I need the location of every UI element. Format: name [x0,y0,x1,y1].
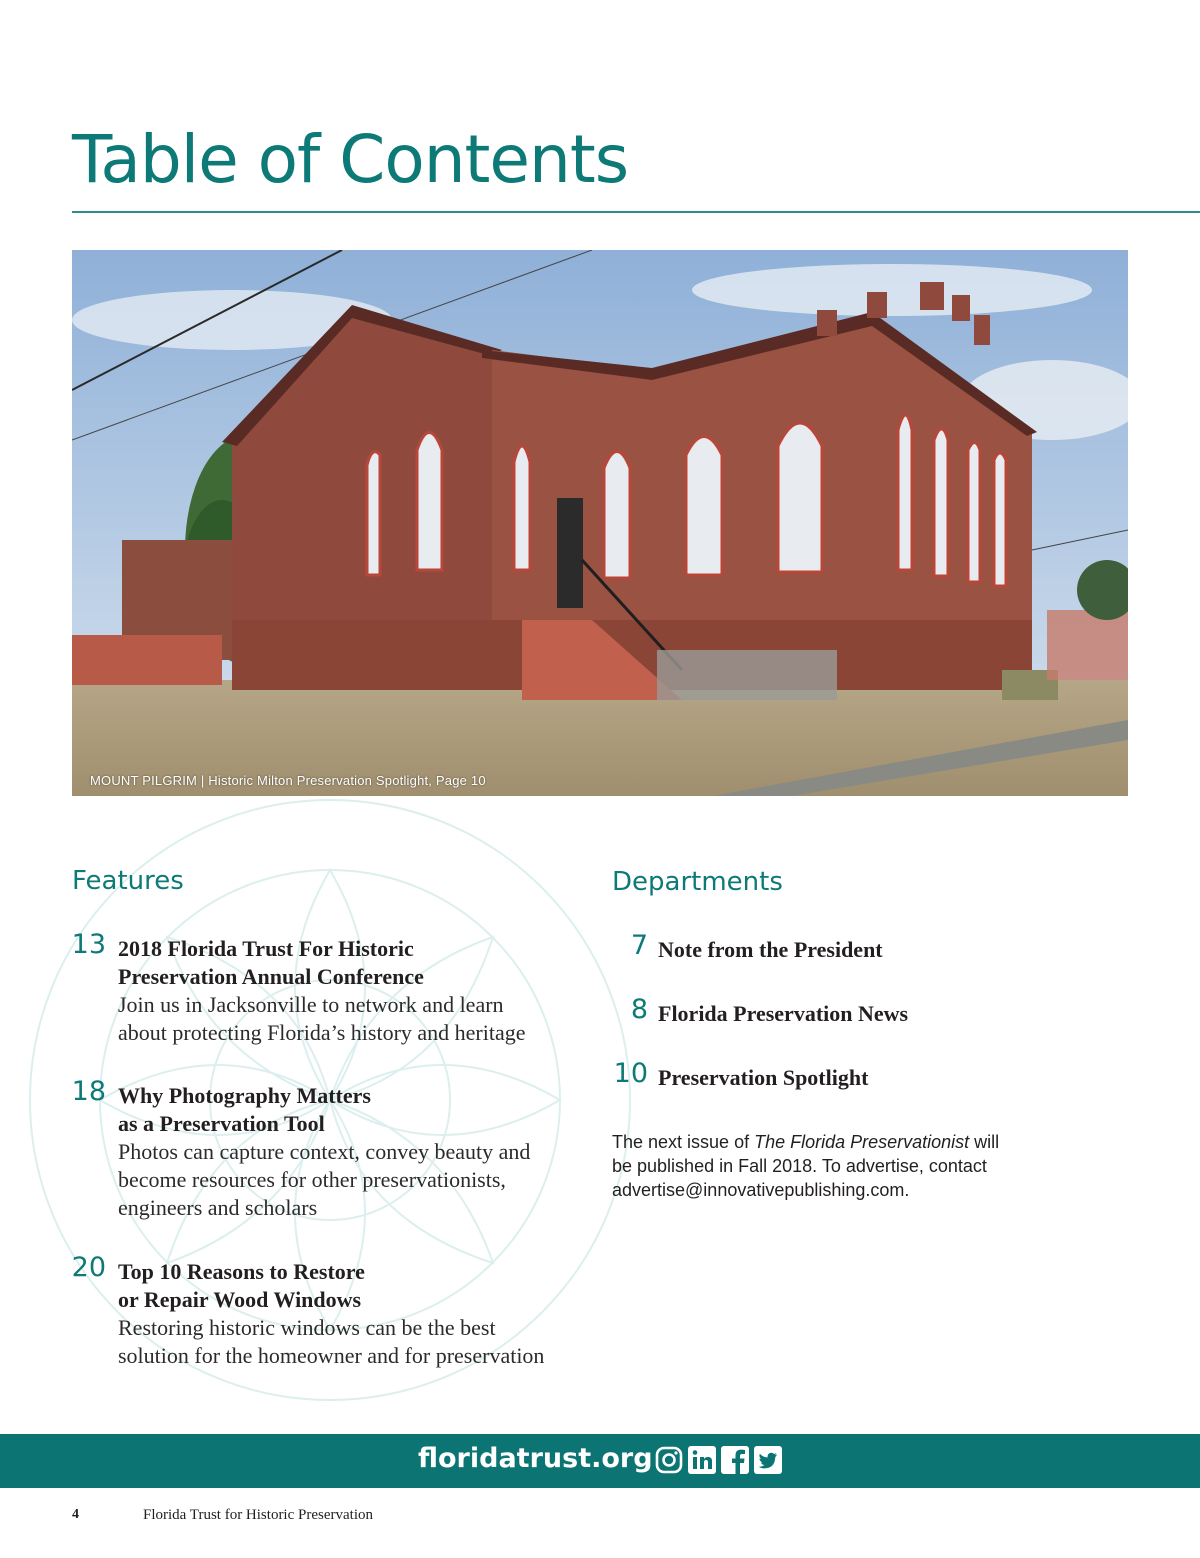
instagram-icon[interactable] [655,1446,683,1474]
feature-page-number: 18 [71,1076,106,1107]
department-page-number: 7 [630,930,648,961]
photo-caption: MOUNT PILGRIM | Historic Milton Preservation Spotlight, Page 10 [90,773,486,788]
page-number: 4 [72,1507,79,1522]
church-photo [72,250,1128,796]
department-title: Note from the President [658,937,883,962]
feature-description: Photos can capture context, convey beauty and become resources for other preservationists, engineers and scholars [118,1139,531,1220]
footer-band [0,1434,1200,1488]
feature-title: Why Photography Matters as a Preservation Tool [118,1083,371,1136]
department-entry[interactable] [613,1058,1078,1092]
department-entry[interactable] [630,994,1078,1028]
department-page-number: 10 [613,1058,648,1089]
twitter-icon[interactable] [754,1446,782,1474]
site-url-link[interactable]: floridatrust.org [418,1443,653,1474]
features-heading: Features [72,866,184,896]
feature-title: Top 10 Reasons to Restore or Repair Wood Windows [118,1259,365,1312]
linkedin-icon[interactable] [688,1446,716,1474]
feature-entry[interactable] [71,929,598,1047]
feature-page-number: 20 [71,1252,106,1283]
feature-entry[interactable] [71,1076,598,1222]
department-entry[interactable] [630,930,1078,964]
page-title: Table of Contents [72,121,629,198]
departments-heading: Departments [612,867,783,897]
feature-description: Join us in Jacksonville to network and learn about protecting Florida’s history and heritage [118,992,526,1045]
feature-page-number: 13 [71,929,106,960]
feature-title: 2018 Florida Trust For Historic Preservation Annual Conference [118,936,424,989]
feature-description: Restoring historic windows can be the best solution for the homeowner and for preservation [118,1315,545,1368]
feature-entry[interactable] [71,1252,598,1370]
title-divider [72,211,1200,213]
facebook-icon[interactable] [721,1446,749,1474]
next-issue-note: The next issue of The Florida Preservationist will be published in Fall 2018. To advertise, contact advertise@innovativepublishing.com. [612,1132,1000,1200]
department-title: Preservation Spotlight [658,1065,869,1090]
advertise-email-link[interactable]: advertise@innovativepublishing.com. [612,1180,910,1200]
publication-name: Florida Trust for Historic Preservation [143,1507,373,1523]
publication-title: The Florida Preservationist [754,1132,970,1152]
department-title: Florida Preservation News [658,1001,909,1026]
department-page-number: 8 [630,994,648,1025]
